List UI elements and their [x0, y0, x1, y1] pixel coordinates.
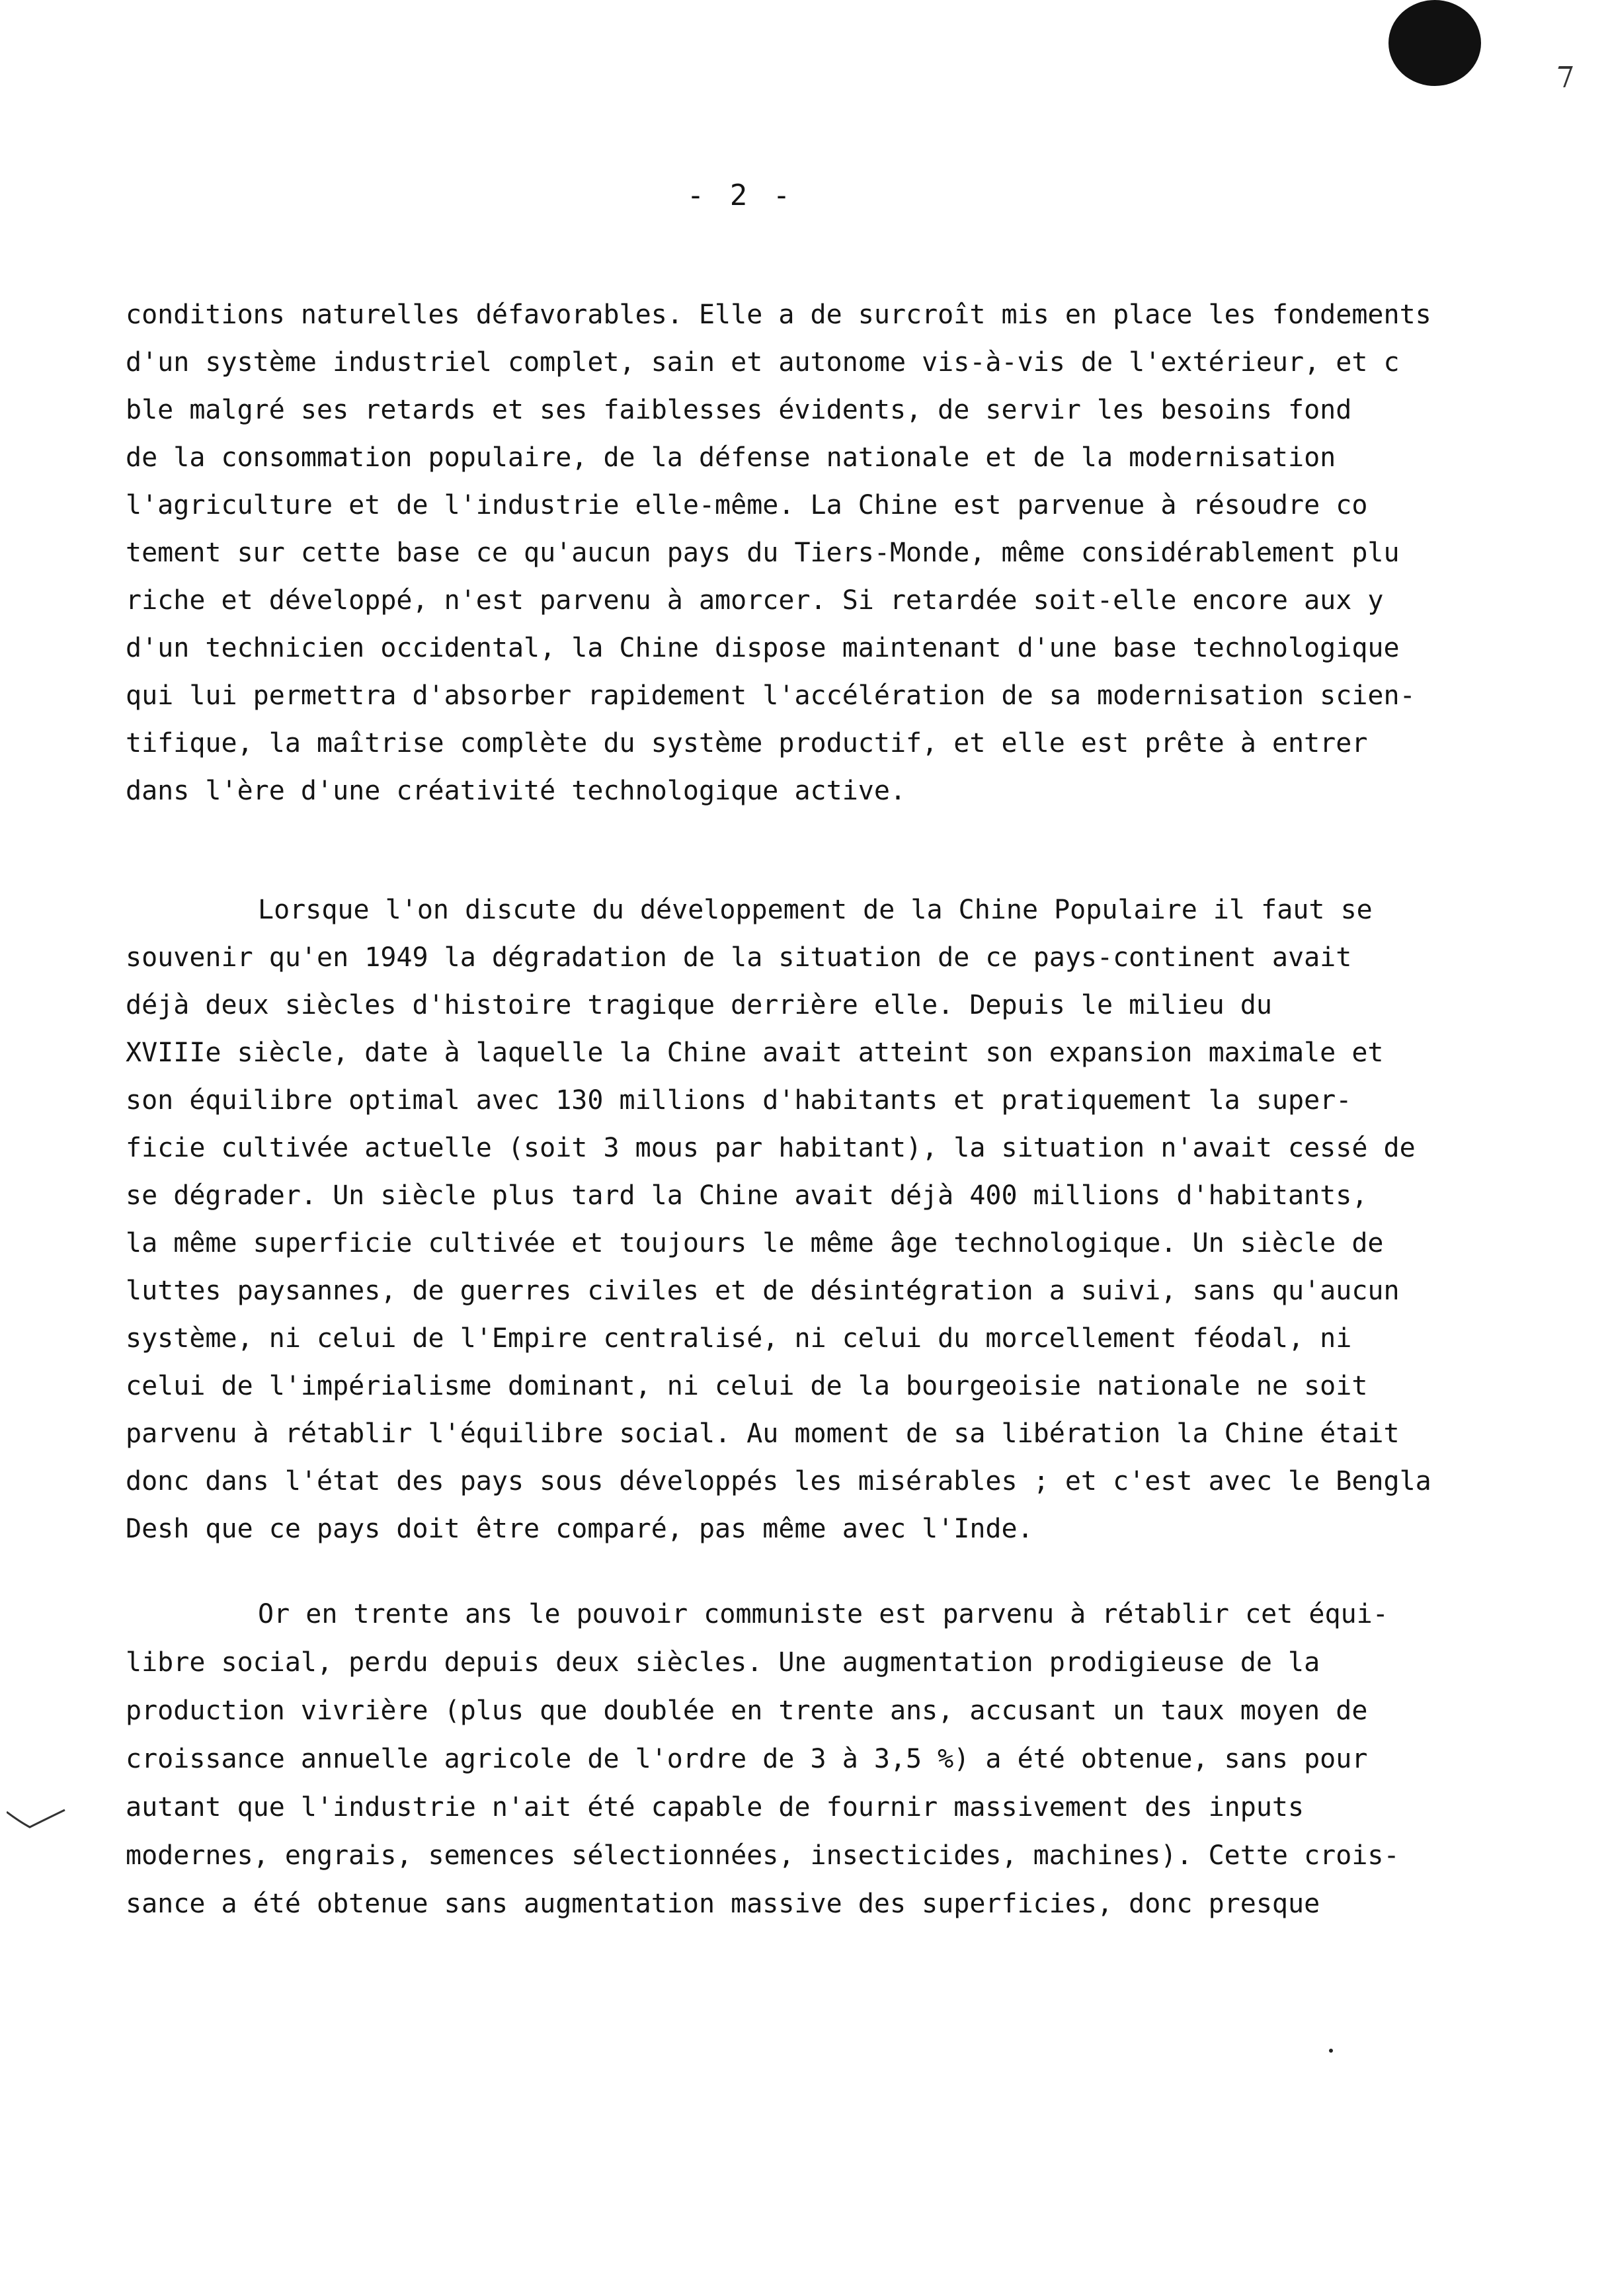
- text-line: système, ni celui de l'Empire centralisé, ni celui du morcellement féodal, ni: [126, 1323, 1352, 1354]
- text-line: sance a été obtenue sans augmentation massive des superficies, donc presque: [126, 1889, 1320, 1919]
- text-line: ble malgré ses retards et ses faiblesses évidents, de servir les besoins fond: [126, 395, 1352, 425]
- text-line: déjà deux siècles d'histoire tragique derrière elle. Depuis le milieu du: [126, 990, 1272, 1020]
- paragraph-3: [126, 1590, 1488, 1928]
- text-line: conditions naturelles défavorables. Elle a de surcroît mis en place les fondements: [126, 300, 1431, 330]
- text-line: Lorsque l'on discute du développement de la Chine Populaire il faut se: [258, 895, 1373, 925]
- text-line: son équilibre optimal avec 130 millions d'habitants et pratiquement la super-: [126, 1085, 1352, 1116]
- text-line: ficie cultivée actuelle (soit 3 mous par habitant), la situation n'avait cessé de: [126, 1133, 1416, 1163]
- text-line: d'un technicien occidental, la Chine dispose maintenant d'une base technologique: [126, 633, 1400, 663]
- page-number: - 2 -: [686, 179, 795, 212]
- stray-pen-mark: [1551, 66, 1573, 87]
- text-line: autant que l'industrie n'ait été capable de fournir massivement des inputs: [126, 1792, 1305, 1823]
- text-line: de la consommation populaire, de la défense nationale et de la modernisation: [126, 442, 1336, 473]
- paragraph-1: [126, 291, 1488, 815]
- text-line: celui de l'impérialisme dominant, ni celui de la bourgeoisie nationale ne soit: [126, 1371, 1368, 1401]
- text-line: tement sur cette base ce qu'aucun pays du Tiers-Monde, même considérablement plu: [126, 538, 1400, 568]
- text-line: modernes, engrais, semences sélectionnées, insecticides, machines). Cette crois-: [126, 1840, 1400, 1871]
- margin-pen-stroke: [7, 1809, 66, 1835]
- text-line: Desh que ce pays doit être comparé, pas même avec l'Inde.: [126, 1514, 1033, 1544]
- text-line: tifique, la maîtrise complète du système productif, et elle est prête à entrer: [126, 728, 1368, 758]
- text-line: donc dans l'état des pays sous développés les misérables ; et c'est avec le Bengla: [126, 1466, 1431, 1496]
- text-line: souvenir qu'en 1949 la dégradation de la situation de ce pays-continent avait: [126, 942, 1352, 973]
- text-line: dans l'ère d'une créativité technologique active.: [126, 776, 906, 806]
- text-line: qui lui permettra d'absorber rapidement l'accélération de sa modernisation scien-: [126, 680, 1416, 711]
- paragraph-2: [126, 886, 1488, 1553]
- ink-dot: [1329, 2049, 1333, 2053]
- text-line: parvenu à rétablir l'équilibre social. Au moment de sa libération la Chine était: [126, 1418, 1400, 1449]
- text-line: luttes paysannes, de guerres civiles et de désintégration a suivi, sans qu'aucun: [126, 1276, 1400, 1306]
- punch-hole-mark: [1388, 0, 1481, 86]
- text-line: libre social, perdu depuis deux siècles. Une augmentation prodigieuse de la: [126, 1647, 1320, 1678]
- text-line: XVIIIe siècle, date à laquelle la Chine avait atteint son expansion maximale et: [126, 1038, 1384, 1068]
- text-line: production vivrière (plus que doublée en trente ans, accusant un taux moyen de: [126, 1696, 1368, 1726]
- text-line: la même superficie cultivée et toujours le même âge technologique. Un siècle de: [126, 1228, 1384, 1258]
- text-line: l'agriculture et de l'industrie elle-même. La Chine est parvenue à résoudre co: [126, 490, 1368, 520]
- text-line: se dégrader. Un siècle plus tard la Chine avait déjà 400 millions d'habitants,: [126, 1180, 1368, 1211]
- text-line: Or en trente ans le pouvoir communiste est parvenu à rétablir cet équi-: [258, 1599, 1388, 1629]
- text-line: croissance annuelle agricole de l'ordre de 3 à 3,5 %) a été obtenue, sans pour: [126, 1744, 1368, 1774]
- text-line: riche et développé, n'est parvenu à amorcer. Si retardée soit-elle encore aux y: [126, 585, 1384, 616]
- text-line: d'un système industriel complet, sain et autonome vis-à-vis de l'extérieur, et c: [126, 347, 1400, 378]
